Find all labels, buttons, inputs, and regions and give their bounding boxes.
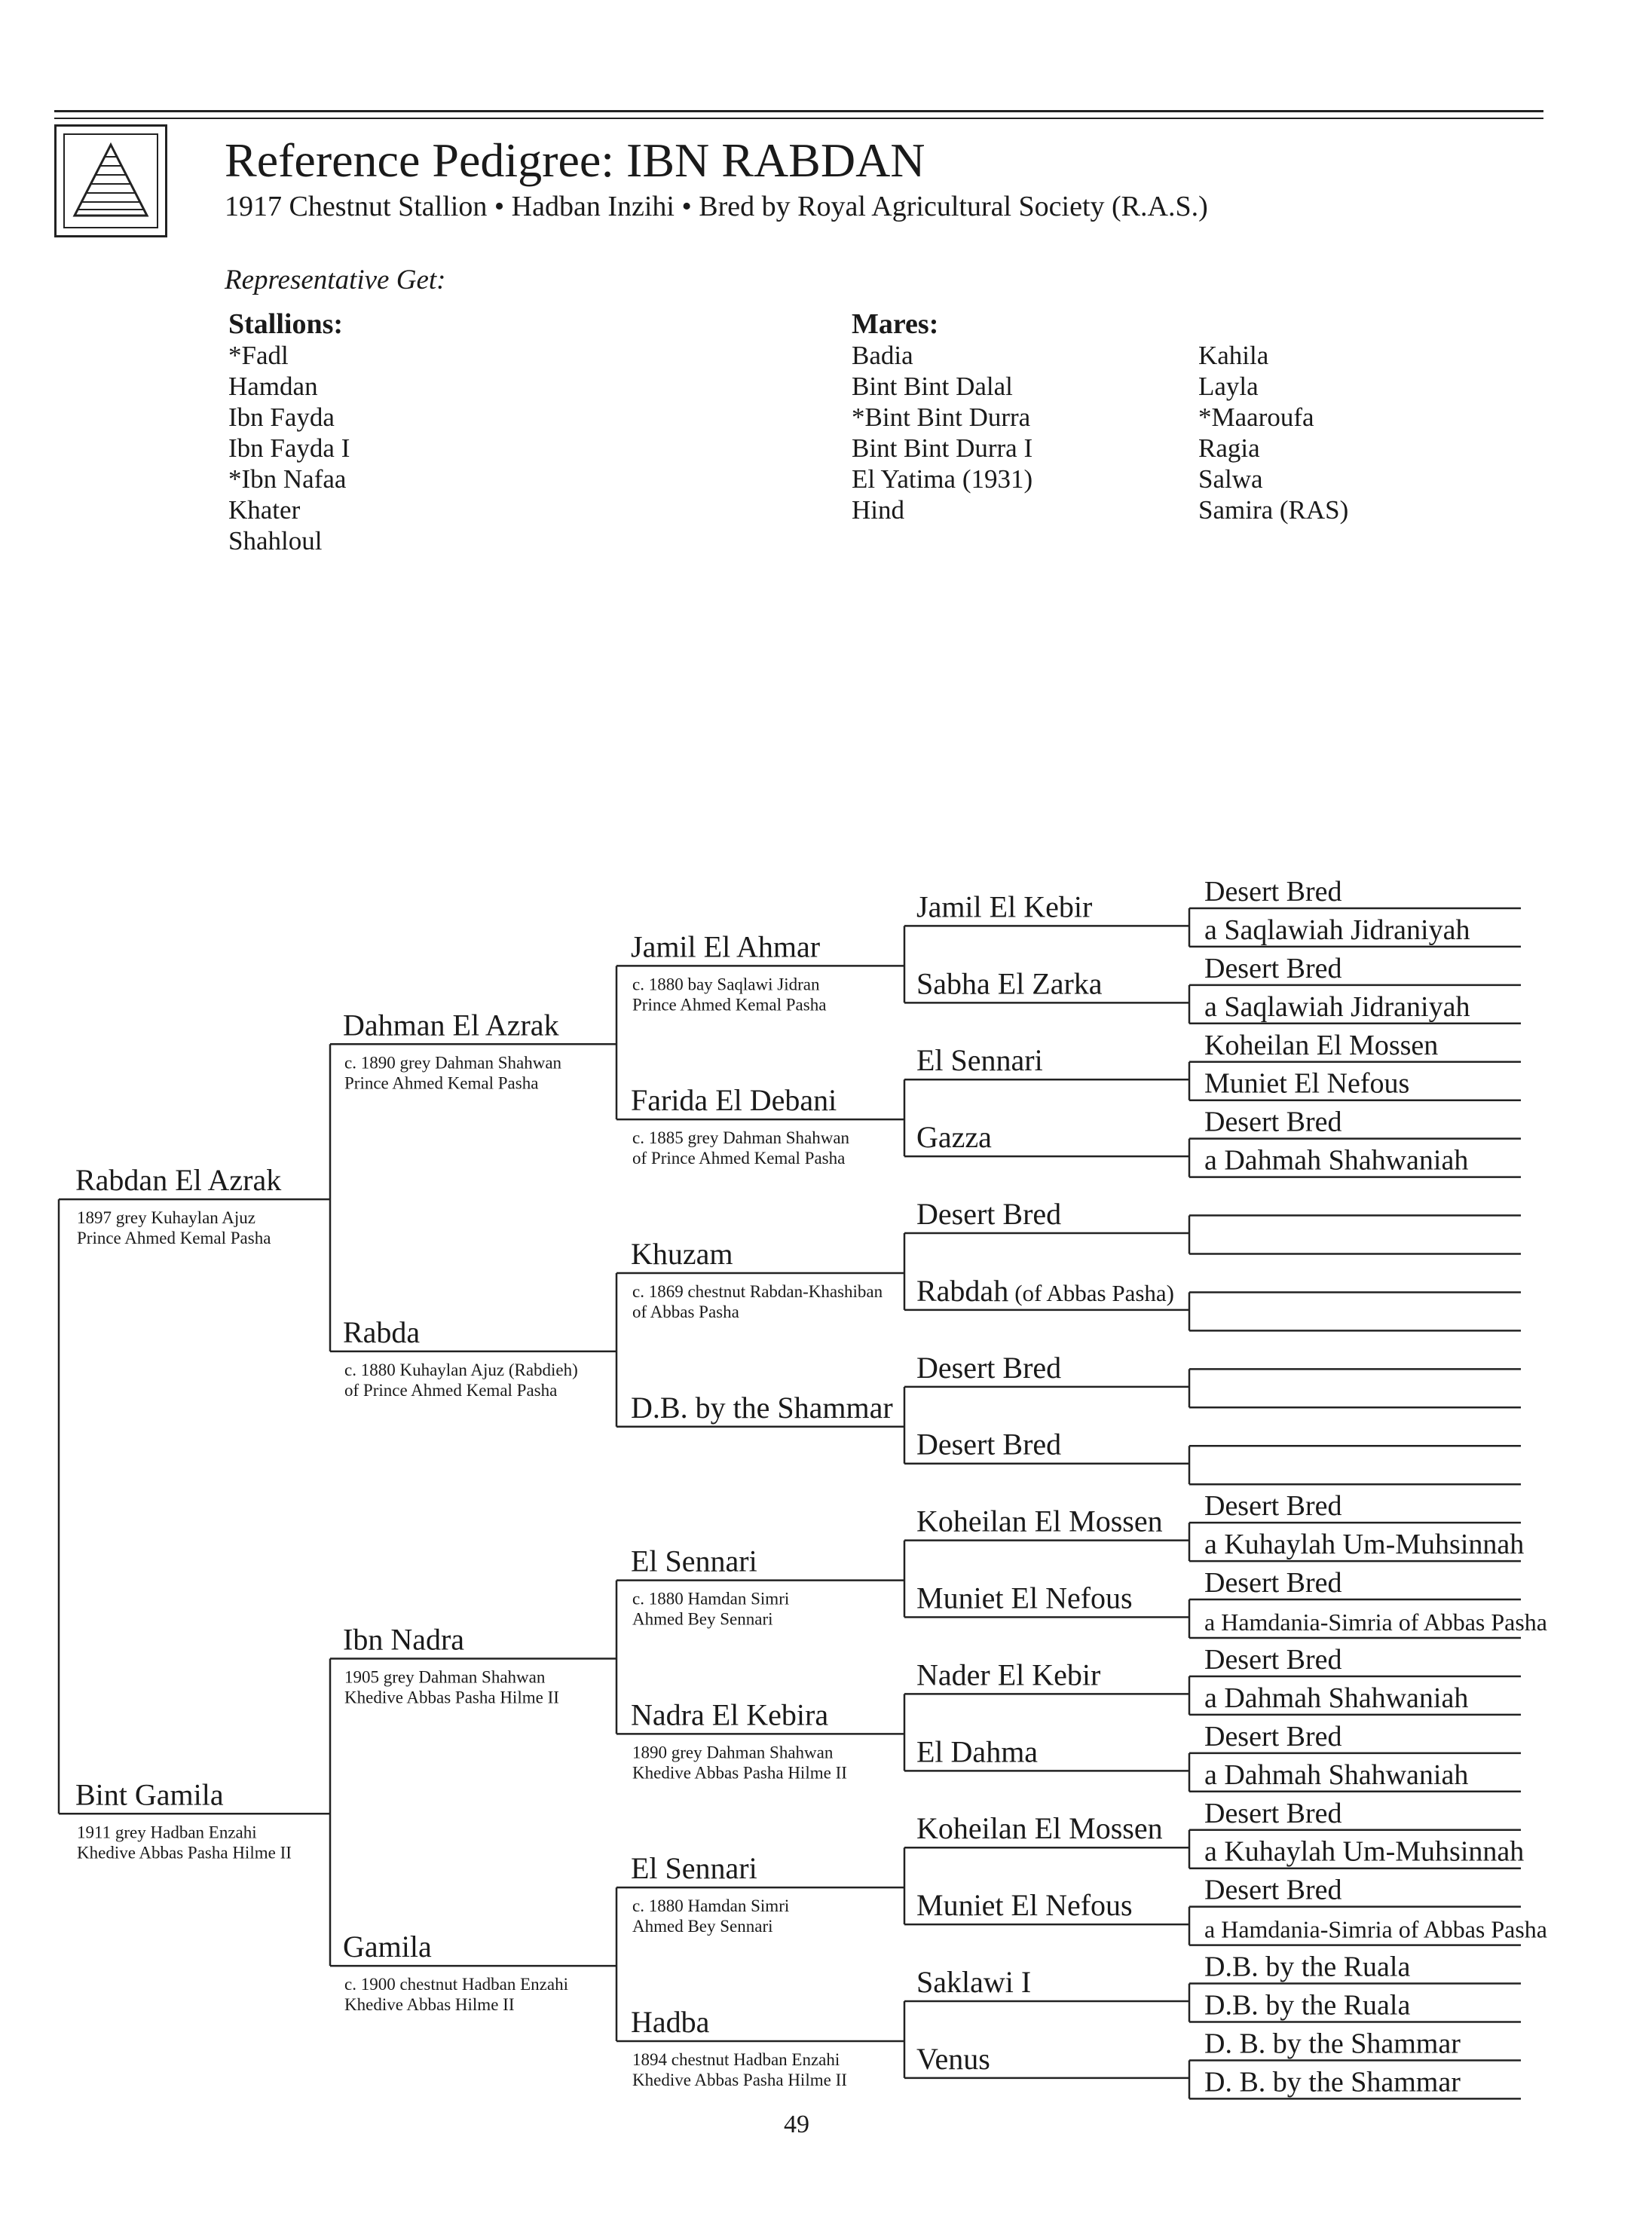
gen5-name: a Dahmah Shahwaniah [1204,1682,1469,1714]
page-number: 49 [784,2110,809,2138]
stallion-item: Shahloul [228,526,323,556]
gen5-name: Desert Bred [1204,1720,1342,1752]
gen5-name: D.B. by the Ruala [1204,1951,1411,1983]
stallion-item: Ibn Fayda [228,403,335,432]
gen2-details: Khedive Abbas Pasha Hilme II [344,1688,559,1707]
gen3-details: c. 1880 bay Saqlawi Jidran [632,975,820,994]
stallion-item: *Ibn Nafaa [228,464,347,494]
gen1-details: Khedive Abbas Pasha Hilme II [77,1843,292,1863]
gen5-name: a Dahmah Shahwaniah [1204,1144,1469,1177]
gen3-name: D.B. by the Shammar [631,1390,893,1425]
gen5-name: a Dahmah Shahwaniah [1204,1758,1469,1791]
gen4-name-part: Rabdah [916,1273,1009,1308]
mare-item: Samira (RAS) [1198,495,1349,525]
gen5-name: a Saqlawiah Jidraniyah [1204,914,1470,946]
mare-item: Layla [1198,372,1259,401]
gen2-details: c. 1900 chestnut Hadban Enzahi [344,1975,568,1994]
gen4-name: Koheilan El Mossen [916,1504,1163,1538]
gen4-name: El Sennari [916,1043,1043,1078]
gen1-name: Rabdan El Azrak [75,1163,282,1198]
stallion-item: *Fadl [228,341,289,370]
gen5-name: D.B. by the Ruala [1204,1989,1411,2022]
gen5-name: Desert Bred [1204,1643,1342,1676]
gen3-details: Khedive Abbas Pasha Hilme II [632,1763,847,1783]
gen2-name: Gamila [343,1930,432,1964]
gen1-details: 1897 grey Kuhaylan Ajuz [77,1208,255,1228]
gen2-details: 1905 grey Dahman Shahwan [344,1667,546,1687]
gen4-name: Desert Bred [916,1350,1062,1385]
gen2-details: c. 1880 Kuhaylan Ajuz (Rabdieh) [344,1360,578,1379]
mares-header: Mares: [852,308,939,340]
gen3-name: Jamil El Ahmar [631,929,821,964]
gen2-details: of Prince Ahmed Kemal Pasha [344,1380,558,1400]
gen5-name: Desert Bred [1204,875,1342,908]
gen3-details: of Prince Ahmed Kemal Pasha [632,1149,846,1168]
gen3-details: of Abbas Pasha [632,1302,739,1321]
page-subtitle: 1917 Chestnut Stallion • Hadban Inzihi • Bred by Royal Agricultural Society (R.A.S.) [225,191,1208,222]
gen2-name: Rabda [343,1315,421,1349]
gen4-name: Saklawi I [916,1965,1032,2000]
page-title: Reference Pedigree: IBN RABDAN [225,133,925,187]
gen4-name: Muniet El Nefous [916,1888,1133,1923]
gen5-name: a Kuhaylah Um-Muhsinnah [1204,1529,1525,1561]
gen5-name: a Saqlawiah Jidraniyah [1204,990,1470,1023]
gen3-details: Khedive Abbas Pasha Hilme II [632,2070,847,2089]
gen4-name [916,1274,1174,1308]
gen4-suffix: (of Abbas Pasha) [1014,1279,1174,1306]
gen5-name: D. B. by the Shammar [1204,2028,1461,2060]
mare-item: El Yatima (1931) [852,464,1033,494]
gen4-name: Jamil El Kebir [916,889,1093,924]
gen4-name: Koheilan El Mossen [916,1811,1163,1846]
gen3-details: Ahmed Bey Sennari [632,1917,773,1936]
gen3-name: El Sennari [631,1544,757,1578]
gen4-name: Venus [916,2041,990,2076]
gen2-name: Dahman El Azrak [343,1008,559,1042]
mare-item: *Bint Bint Durra [852,403,1031,432]
gen3-details: c. 1885 grey Dahman Shahwan [632,1128,850,1148]
gen4-name: Nader El Kebir [916,1657,1101,1692]
mare-item: Kahila [1198,341,1269,370]
mare-item: Ragia [1198,433,1260,463]
gen5-name: a Hamdania-Simria of Abbas Pasha [1204,1915,1547,1943]
stallion-item: Ibn Fayda I [228,433,350,463]
gen4-name: Desert Bred [916,1427,1062,1462]
gen5-name: Desert Bred [1204,1797,1342,1829]
gen5-name: Desert Bred [1204,1490,1342,1523]
gen1-name: Bint Gamila [75,1777,224,1812]
gen5-name: a Kuhaylah Um-Muhsinnah [1204,1835,1525,1868]
gen5-name: Muniet El Nefous [1204,1067,1410,1100]
gen4-name: Gazza [916,1120,992,1155]
gen4-name: Desert Bred [916,1197,1062,1232]
gen3-name: El Sennari [631,1851,757,1886]
gen2-details: Khedive Abbas Hilme II [344,1995,515,2015]
gen3-details: c. 1880 Hamdan Simri [632,1896,790,1916]
gen5-name: a Hamdania-Simria of Abbas Pasha [1204,1608,1547,1636]
mare-item: Bint Bint Dalal [852,372,1013,401]
gen3-details: 1894 chestnut Hadban Enzahi [632,2049,840,2069]
gen4-name: Muniet El Nefous [916,1581,1133,1615]
gen3-name: Nadra El Kebira [631,1697,829,1732]
gen2-name: Ibn Nadra [343,1622,465,1657]
gen5-name: D. B. by the Shammar [1204,2066,1461,2098]
gen3-details: 1890 grey Dahman Shahwan [632,1743,834,1762]
gen1-details: 1911 grey Hadban Enzahi [77,1823,257,1842]
gen5-name: Desert Bred [1204,1567,1342,1599]
gen5-name: Desert Bred [1204,1106,1342,1138]
gen3-details: c. 1869 chestnut Rabdan-Khashiban [632,1281,883,1301]
gen5-name: Desert Bred [1204,1874,1342,1906]
gen3-details: Prince Ahmed Kemal Pasha [632,995,827,1015]
gen3-details: c. 1880 Hamdan Simri [632,1589,790,1608]
gen2-details: Prince Ahmed Kemal Pasha [344,1073,539,1093]
mare-item: Hind [852,495,904,525]
gen3-name: Khuzam [631,1236,733,1271]
representative-get-label: Representative Get: [225,265,446,295]
mare-item: Salwa [1198,464,1263,494]
gen4-name: El Dahma [916,1734,1039,1769]
stallion-item: Hamdan [228,372,318,401]
stallion-item: Khater [228,495,301,525]
mare-item: Bint Bint Durra I [852,433,1033,463]
gen3-details: Ahmed Bey Sennari [632,1609,773,1629]
gen5-name: Desert Bred [1204,952,1342,984]
gen3-name: Hadba [631,2004,710,2039]
gen4-name: Sabha El Zarka [916,966,1103,1001]
gen1-details: Prince Ahmed Kemal Pasha [77,1229,271,1248]
mare-item: Badia [852,341,913,370]
mare-item: *Maaroufa [1198,403,1314,432]
gen2-details: c. 1890 grey Dahman Shahwan [344,1053,562,1073]
stallions-header: Stallions: [228,308,344,340]
gen5-name: Koheilan El Mossen [1204,1029,1439,1061]
gen3-name: Farida El Debani [631,1083,837,1118]
